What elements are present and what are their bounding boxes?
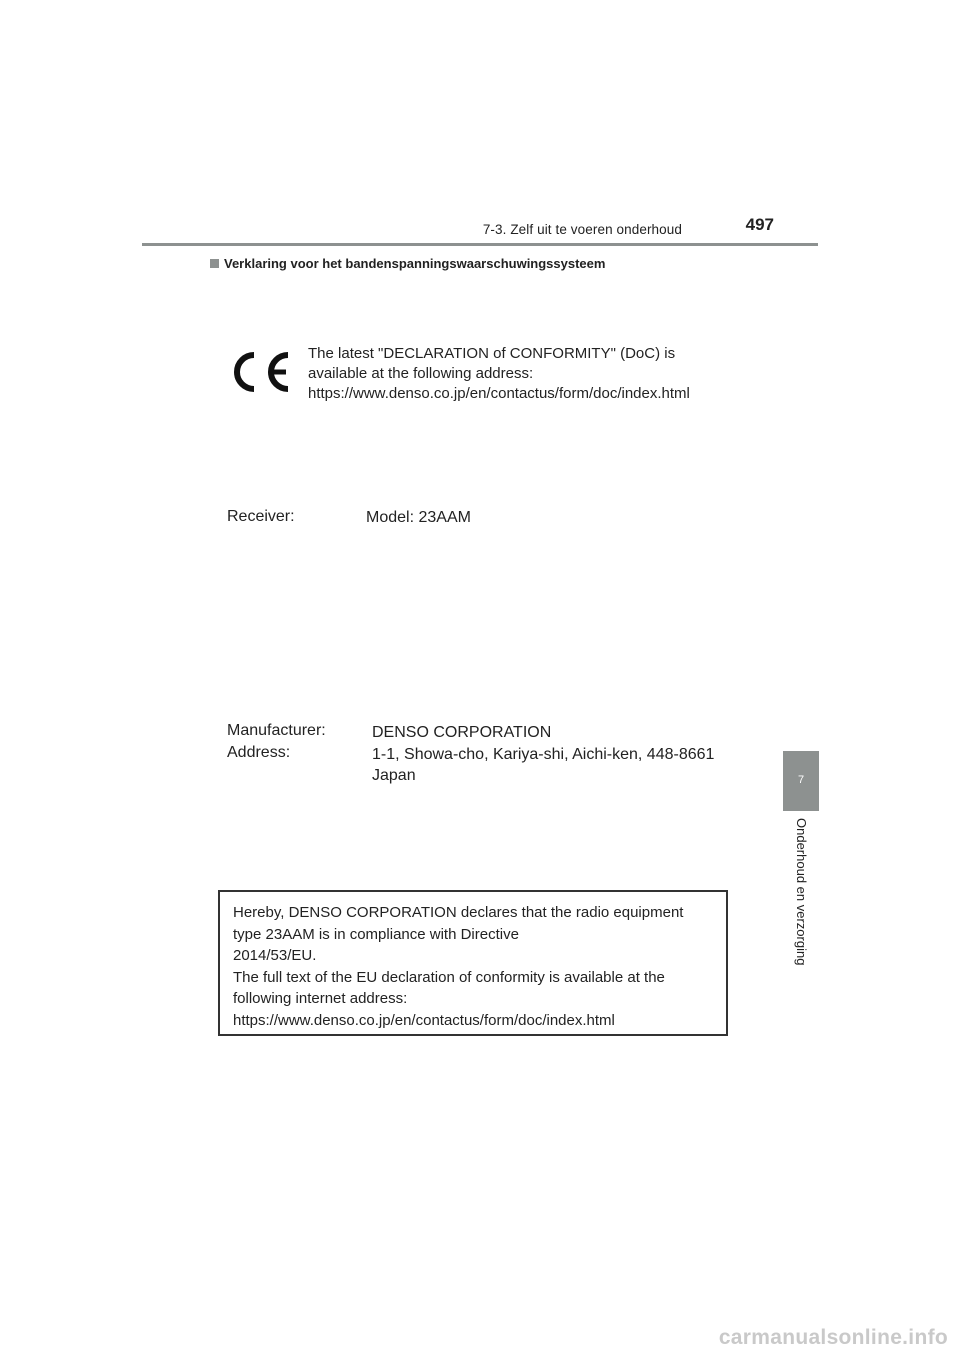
declaration-line: 2014/53/EU.	[233, 947, 317, 965]
doc-line: available at the following address:	[308, 365, 534, 382]
manufacturer-label: Manufacturer:	[227, 722, 326, 739]
subsection-heading	[210, 256, 605, 271]
declaration-line: type 23AAM is in compliance with Directive	[233, 925, 519, 943]
chapter-title: Onderhoud en verzorging	[794, 818, 809, 966]
manufacturer-value: DENSO CORPORATION	[372, 724, 552, 741]
square-bullet-icon	[210, 259, 219, 268]
doc-url: https://www.denso.co.jp/en/contactus/form/doc/index.html	[308, 385, 690, 402]
doc-availability-text	[308, 344, 690, 404]
ce-mark-icon	[224, 348, 294, 396]
declaration-box	[218, 890, 728, 1036]
declaration-url: https://www.denso.co.jp/en/contactus/form/doc/index.html	[233, 1011, 615, 1029]
declaration-line: following internet address:	[233, 990, 408, 1008]
page-number: 497	[745, 215, 774, 234]
address-line-1: 1-1, Showa-cho, Kariya-shi, Aichi-ken, 448-8661	[372, 746, 715, 763]
watermark: carmanualsonline.info	[718, 1326, 948, 1349]
address-label: Address:	[227, 744, 291, 761]
regulatory-label	[200, 320, 760, 820]
page-header	[142, 214, 818, 246]
model-text: Model: 23AAM	[366, 509, 471, 526]
declaration-line: The full text of the EU declaration of conformity is available at the	[233, 968, 665, 986]
section-title: 7-3. Zelf uit te voeren onderhoud	[482, 222, 682, 237]
header-rule	[142, 243, 818, 246]
receiver-label: Receiver:	[227, 508, 295, 525]
address-line-2: Japan	[372, 767, 416, 784]
doc-line: The latest "DECLARATION of CONFORMITY" (DoC) is	[308, 345, 676, 362]
chapter-tab: 7	[783, 751, 819, 811]
declaration-line: Hereby, DENSO CORPORATION declares that the radio equipment	[233, 904, 684, 921]
subsection-title: Verklaring voor het bandenspanningswaarschuwingssysteem	[224, 256, 606, 271]
